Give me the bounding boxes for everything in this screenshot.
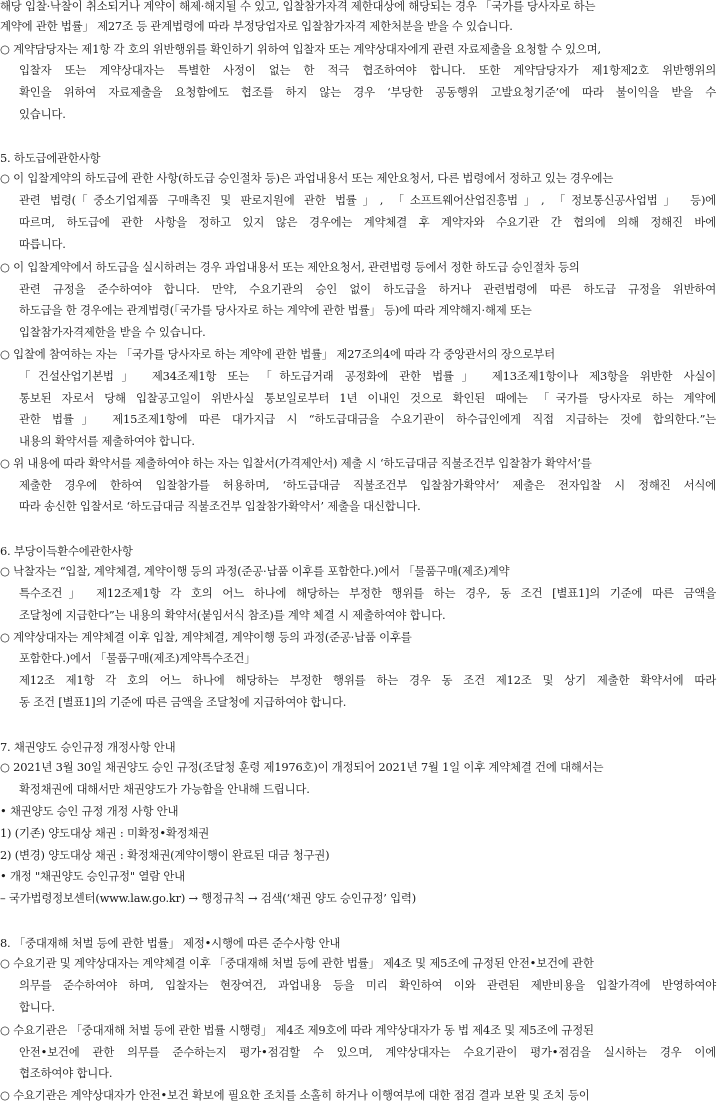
text-line: 하도급을 한 경우에는 관계법령(「국가를 당사자로 하는 계약에 관한 법률」 등)에 따라 계약해지·해제 또는: [19, 303, 532, 317]
text-line: 관련 법령(「중소기업제품 구매촉진 및 판로지원에 관한 법률」, 「소프트웨어산업진흥법」, 「정보통신공사업법」 등)에: [19, 193, 716, 207]
text-line: 제출한 경우에 한하여 입찰참가를 허용하며, ‘하도급대금 직불조건부 입찰참가확약서’ 제출은 전자입찰 시 정해진 서식에: [19, 478, 716, 492]
text-line: 조달청에 지급한다”는 내용의 확약서(붙임서식 참조)를 계약 체결 시 제출하여야 합니다.: [19, 608, 446, 622]
text-line: 따라 송신한 입찰서로 ‘하도급대금 직불조건부 입찰참가확약서’ 제출을 대신합니다.: [19, 499, 421, 513]
text-line: ○ 낙찰자는 “입찰, 계약체결, 계약이행 등의 과정(준공·납품 이후를 포함한다.)에서 「물품구매(제조)계약: [0, 564, 510, 578]
text-line: 확인을 위하여 자료제출을 요청함에도 협조를 하지 않는 경우 ‘부당한 공동행위 고발요청기준’에 따라 불이익을 받을 수: [19, 85, 716, 99]
text-line: ○ 이 입찰계약의 하도급에 관한 사항(하도급 승인절차 등)은 과업내용서 또는 제안요청서, 다른 법령에서 정하고 있는 경우에는: [0, 171, 614, 185]
text-line: 「건설산업기본법」 제34조제1항 또는 「하도급거래 공정화에 관한 법률」 제13조제1항이나 제3항을 위반한 사실이: [19, 369, 716, 383]
text-line: ○ 계약담당자는 제1항 각 호의 위반행위를 확인하기 위하여 입찰자 또는 계약상대자에게 관련 자료제출을 요청할 수 있으며,: [0, 42, 601, 56]
text-line: 의무를 준수하여야 하며, 입찰자는 현장여건, 과업내용 등을 미리 확인하여 이와 관련된 제반비용을 입찰가격에 반영하여야: [19, 978, 716, 992]
text-line: ○ 2021년 3월 30일 채권양도 승인 규정(조달청 훈령 제1976호)이 개정되어 2021년 7월 1일 이후 계약체결 건에 대해서는: [0, 760, 604, 774]
text-line: ○ 위 내용에 따라 확약서를 제출하여야 하는 자는 입찰서(가격제안서) 제출 시 ‘하도급대금 직불조건부 입찰참가 확약서’를: [0, 456, 592, 470]
text-line: 특수조건」 제12조제1항 각 호의 어느 하나에 해당하는 부정한 행위를 하는 경우, 동 조건 [별표1]의 기준에 따른 금액을: [19, 586, 716, 600]
text-line: ○ 이 입찰계약에서 하도급을 실시하려는 경우 과업내용서 또는 제안요청서, 관련법령 등에서 정한 하도급 승인절차 등의: [0, 260, 580, 274]
text-line: 통보된 자로서 당해 입찰공고일이 위반사실 통보일로부터 1년 이내인 것으로 확인된 때에는 「국가를 당사자로 하는 계약에: [19, 391, 716, 405]
text-line: ○ 입찰에 참여하는 자는 「국가를 당사자로 하는 계약에 관한 법률」 제27조의4에 따라 각 중앙관서의 장으로부터: [0, 347, 555, 361]
text-line: 동 조건 [별표1]의 기준에 따른 금액을 조달청에 지급하여야 합니다.: [19, 695, 347, 709]
text-line: 제12조 제1항 각 호의 어느 하나에 해당하는 부정한 행위를 하는 경우 동 조건 제12조 및 상기 제출한 확약서에 따라: [19, 673, 716, 687]
text-line: 입찰참가자격제한을 받을 수 있습니다.: [19, 325, 206, 339]
text-line: 입찰자 또는 계약상대자는 특별한 사정이 없는 한 적극 협조하여야 합니다. 또한 계약담당자가 제1항제2호 위반행위의: [19, 63, 716, 77]
text-line: 계약에 관한 법률」 제27조 등 관계법령에 따라 부정당업자로 입찰참가자격 제한처분을 받을 수 있습니다.: [0, 19, 513, 33]
text-line: 관한 법률」 제15조제1항에 따른 대가지급 시 “하도급대금을 수요기관이 하수급인에게 직접 지급하는 것에 합의한다.”는: [19, 412, 716, 426]
text-line: ○ 수요기관은 「중대재해 처벌 등에 관한 법률 시행령」 제4조 제9호에 따라 계약상대자가 동 법 제4조 및 제5조에 규정된: [0, 1023, 594, 1037]
text-line: ○ 계약상대자는 계약체결 이후 입찰, 계약체결, 계약이행 등의 과정(준공·납품 이후를: [0, 630, 412, 644]
text-line: ○ 수요기관은 계약상대자가 안전•보건 확보에 필요한 조치를 소홀히 하거나 이행여부에 대한 점검 결과 보완 및 조치 등이: [0, 1088, 590, 1102]
text-line: 포함한다.)에서 「물품구매(제조)계약특수조건」: [19, 651, 256, 665]
text-line: 해당 입찰·낙찰이 취소되거나 계약이 해제·해지될 수 있고, 입찰참가자격 제한대상에 해당되는 경우 「국가를 당사자로 하는: [0, 0, 596, 13]
text-line: – 국가법령정보센터(www.law.go.kr) → 행정규칙 → 검색(‘채권 양도 승인규정’ 입력): [0, 891, 416, 905]
bullet-line: • 개정 "채권양도 승인규정" 열람 안내: [0, 869, 185, 883]
text-line: 관련 규정을 준수하여야 합니다. 만약, 수요기관의 승인 없이 하도급을 하거나 관련법령에 따른 하도급 규정을 위반하여: [19, 282, 716, 296]
text-line: 따릅니다.: [19, 237, 66, 251]
text-line: 따르며, 하도급에 관한 사항을 정하고 있지 않은 경우에는 계약체결 후 계약자와 수요기관 간 협의에 의해 정해진 바에: [19, 215, 716, 229]
section-heading: 8. 「중대재해 처벌 등에 관한 법률」 제정•시행에 따른 준수사항 안내: [0, 936, 341, 950]
section-heading: 5. 하도급에관한사항: [0, 151, 101, 165]
section-heading: 7. 채권양도 승인규정 개정사항 안내: [0, 740, 176, 754]
bullet-line: • 채권양도 승인 규정 개정 사항 안내: [0, 804, 179, 818]
text-line: 협조하여야 합니다.: [19, 1066, 113, 1080]
text-line: 2) (변경) 양도대상 채권 : 확정채권(계약이행이 완료된 대금 청구권): [0, 848, 330, 862]
text-line: 1) (기존) 양도대상 채권 : 미확정•확정채권: [0, 826, 210, 840]
text-line: 있습니다.: [19, 107, 66, 121]
text-line: 합니다.: [19, 1000, 55, 1014]
text-line: 확정채권에 대해서만 채권양도가 가능함을 안내해 드립니다.: [19, 782, 310, 796]
section-heading: 6. 부당이득환수에관한사항: [0, 544, 133, 558]
text-line: 안전•보건에 관한 의무를 준수하는지 평가•점검할 수 있으며, 계약상대자는 수요기관이 평가•점검을 실시하는 경우 이에: [19, 1045, 716, 1059]
text-line: 내용의 확약서를 제출하여야 합니다.: [19, 434, 195, 448]
text-line: ○ 수요기관 및 계약상대자는 계약체결 이후 「중대재해 처벌 등에 관한 법률」 제4조 및 제5조에 규정된 안전•보건에 관한: [0, 956, 594, 970]
